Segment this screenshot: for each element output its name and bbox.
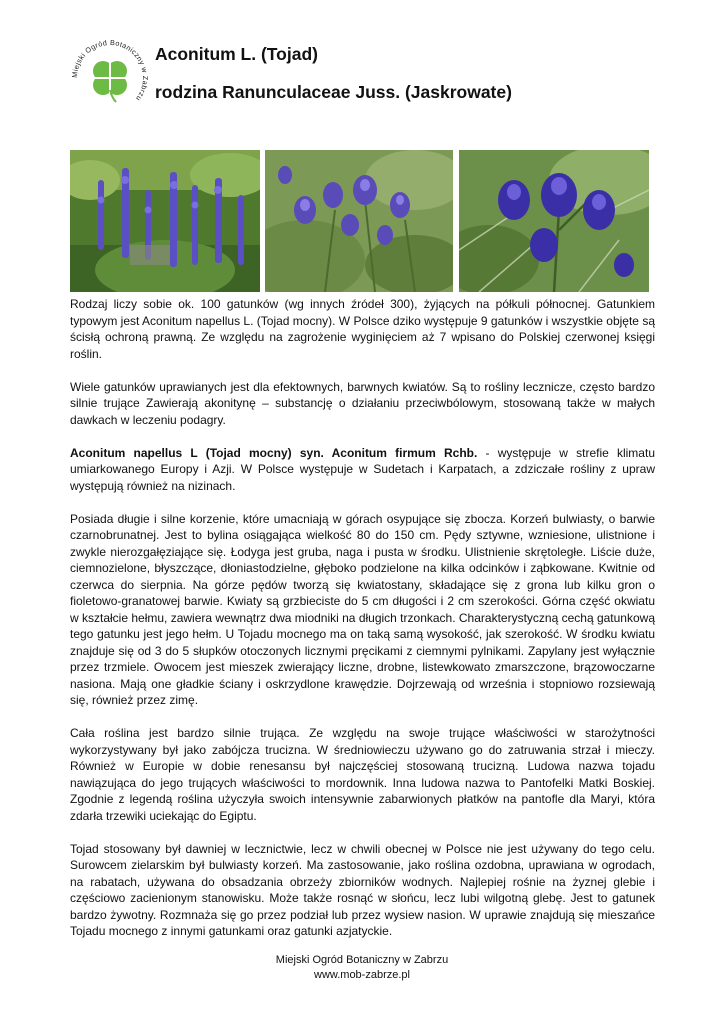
- page-title: Aconitum L. (Tojad): [155, 44, 318, 64]
- species-name: Aconitum napellus L (Tojad mocny) syn. Aconitum firmum Rchb.: [70, 445, 478, 460]
- footer-website: www.mob-zabrze.pl: [314, 969, 410, 981]
- paragraph-species: [70, 445, 655, 495]
- footer-org-name: Miejski Ogród Botaniczny w Zabrzu: [275, 954, 449, 966]
- paragraph-intro: Rodzaj liczy sobie ok. 100 gatunków (wg innych źródeł 300), żyjących na półkuli północnej. Gatunkiem typowym jest Aconitum napellus L. (Tojad mocny). W Polsce dziko występuje 9 gatunków i wszystkie objęte są ścisłą ochroną prawną. Ze względu na zagrożenie wyginięciem aż 7 wpisano do Polskiej czerwonej księgi roślin.: [70, 297, 655, 361]
- paragraph-toxicity: Cała roślina jest bardzo silnie trująca. Ze względu na swoje trujące właściwości w starożytności wykorzystywany był jako zabójcza trucizna. W średniowieczu używano go do zatruwania strzał i mieczy. Również w Europie w dobie renesansu był najczęściej stosowaną trucizną. Ludowa nazwa tojadu nawiązująca do jego trujących właściwości to mordownik. Inna ludowa nazwa to Pantofelki Matki Boskiej. Zgodnie z legendą roślina użyczyła swoich intensywnie zabarwionych płatków na pantofle dla Maryi, która zdarła trzewiki uciekając do Egiptu.: [70, 726, 655, 823]
- page-subtitle: rodzina Ranunculaceae Juss. (Jaskrowate): [155, 82, 512, 102]
- logo-ring-text: Miejski Ogród Botaniczny w Zabrzu: [70, 38, 150, 103]
- page-footer: [0, 953, 724, 983]
- paragraph-cultivation: Tojad stosowany był dawniej w lecznictwie, lecz w chwili obecnej w Polsce nie jest używany do tego celu. Surowcem zielarskim był bulwiasty korzeń. Ma zastosowanie, jako roślina ozdobna, uprawiana w ogrodach, na rabatach, używana do obsadzania obrzeży zbiorników wodnych. Najlepiej rośnie na żyznej glebie i częściowo zacienionym stanowisku. Może także rosnąć w słońcu, lecz lubi wilgotną glebę. Jest to gatunek bardzo żywotny. Rozmnaża się go przez podział lub przez wysiew nasion. W uprawie znajdują się mieszańce Tojadu mocnego z innymi gatunkami oraz gatunki azjatyckie.: [70, 841, 655, 938]
- garden-logo: [70, 38, 150, 118]
- four-leaf-clover-icon: [92, 60, 128, 102]
- paragraph-description: Posiada długie i silne korzenie, które umacniają w górach osypujące się zbocza. Korzeń bulwiasty, o barwie czarnobrunatnej. Jest to bylina osiągająca wielkość 80 do 150 cm. Pędy sztywne, wzniesione, ulistnione i zwykle nierozgałęziające się. Łodyga jest gruba, naga i pusta w środku. Ulistnienie skrętoległe. Liście duże, ciemnozielone, błyszczące, dłoniastodzielne, głęboko podzielone na kilka odcinków i ząbkowane. Kwitnie od czerwca do sierpnia. Na górze pędów tworzą się kwiatostany, składające się z grona lub kilku gron o fioletowo-granatowej barwie. Kwiaty są grzbieciste do 5 cm długości i 2 cm szerokości. Górna część okwiatu w kształcie hełmu, zawiera wewnątrz dwa miodniki na długich trzonkach. Charakterystyczną cechą gatunkową tego gatunku jest jego hełm. U Tojadu mocnego ma on taką samą wysokość, jak szerokość. W środku kwiatu znajduje się od 3 do 5 słupków otoczonych licznymi pręcikami z ciemnymi pylnikami. Zapylany jest wyłącznie przez trzmiele. Owocem jest mieszek zwierający liczne, drobne, listewkowato zmarszczone, brązowoczarne nasiona. Mają one gładkie ściany i oskrzydlone krawędzie. Dojrzewają od września i stopniowo rozsiewają się, również przez zimę.: [70, 511, 655, 707]
- aconitum-garden-photo: [70, 150, 260, 292]
- species-range: - występuje w strefie klimatu umiarkowanego Europy i Azji. W Polsce występuje w Sudetach i Karpatach, a zdziczałe rośliny z upraw występują również na nizinach.: [70, 445, 655, 493]
- aconitum-closeup-photo: [459, 150, 649, 292]
- paragraph-uses: Wiele gatunków uprawianych jest dla efektownych, barwnych kwiatów. Są to rośliny lecznicze, często bardzo silnie trujące Zawierają akonitynę – substancję o działaniu przeciwbólowym, stosowaną także w małych dawkach w leczeniu podagry.: [70, 379, 655, 427]
- aconitum-flowers-photo: [265, 150, 453, 292]
- article-body: [70, 296, 655, 940]
